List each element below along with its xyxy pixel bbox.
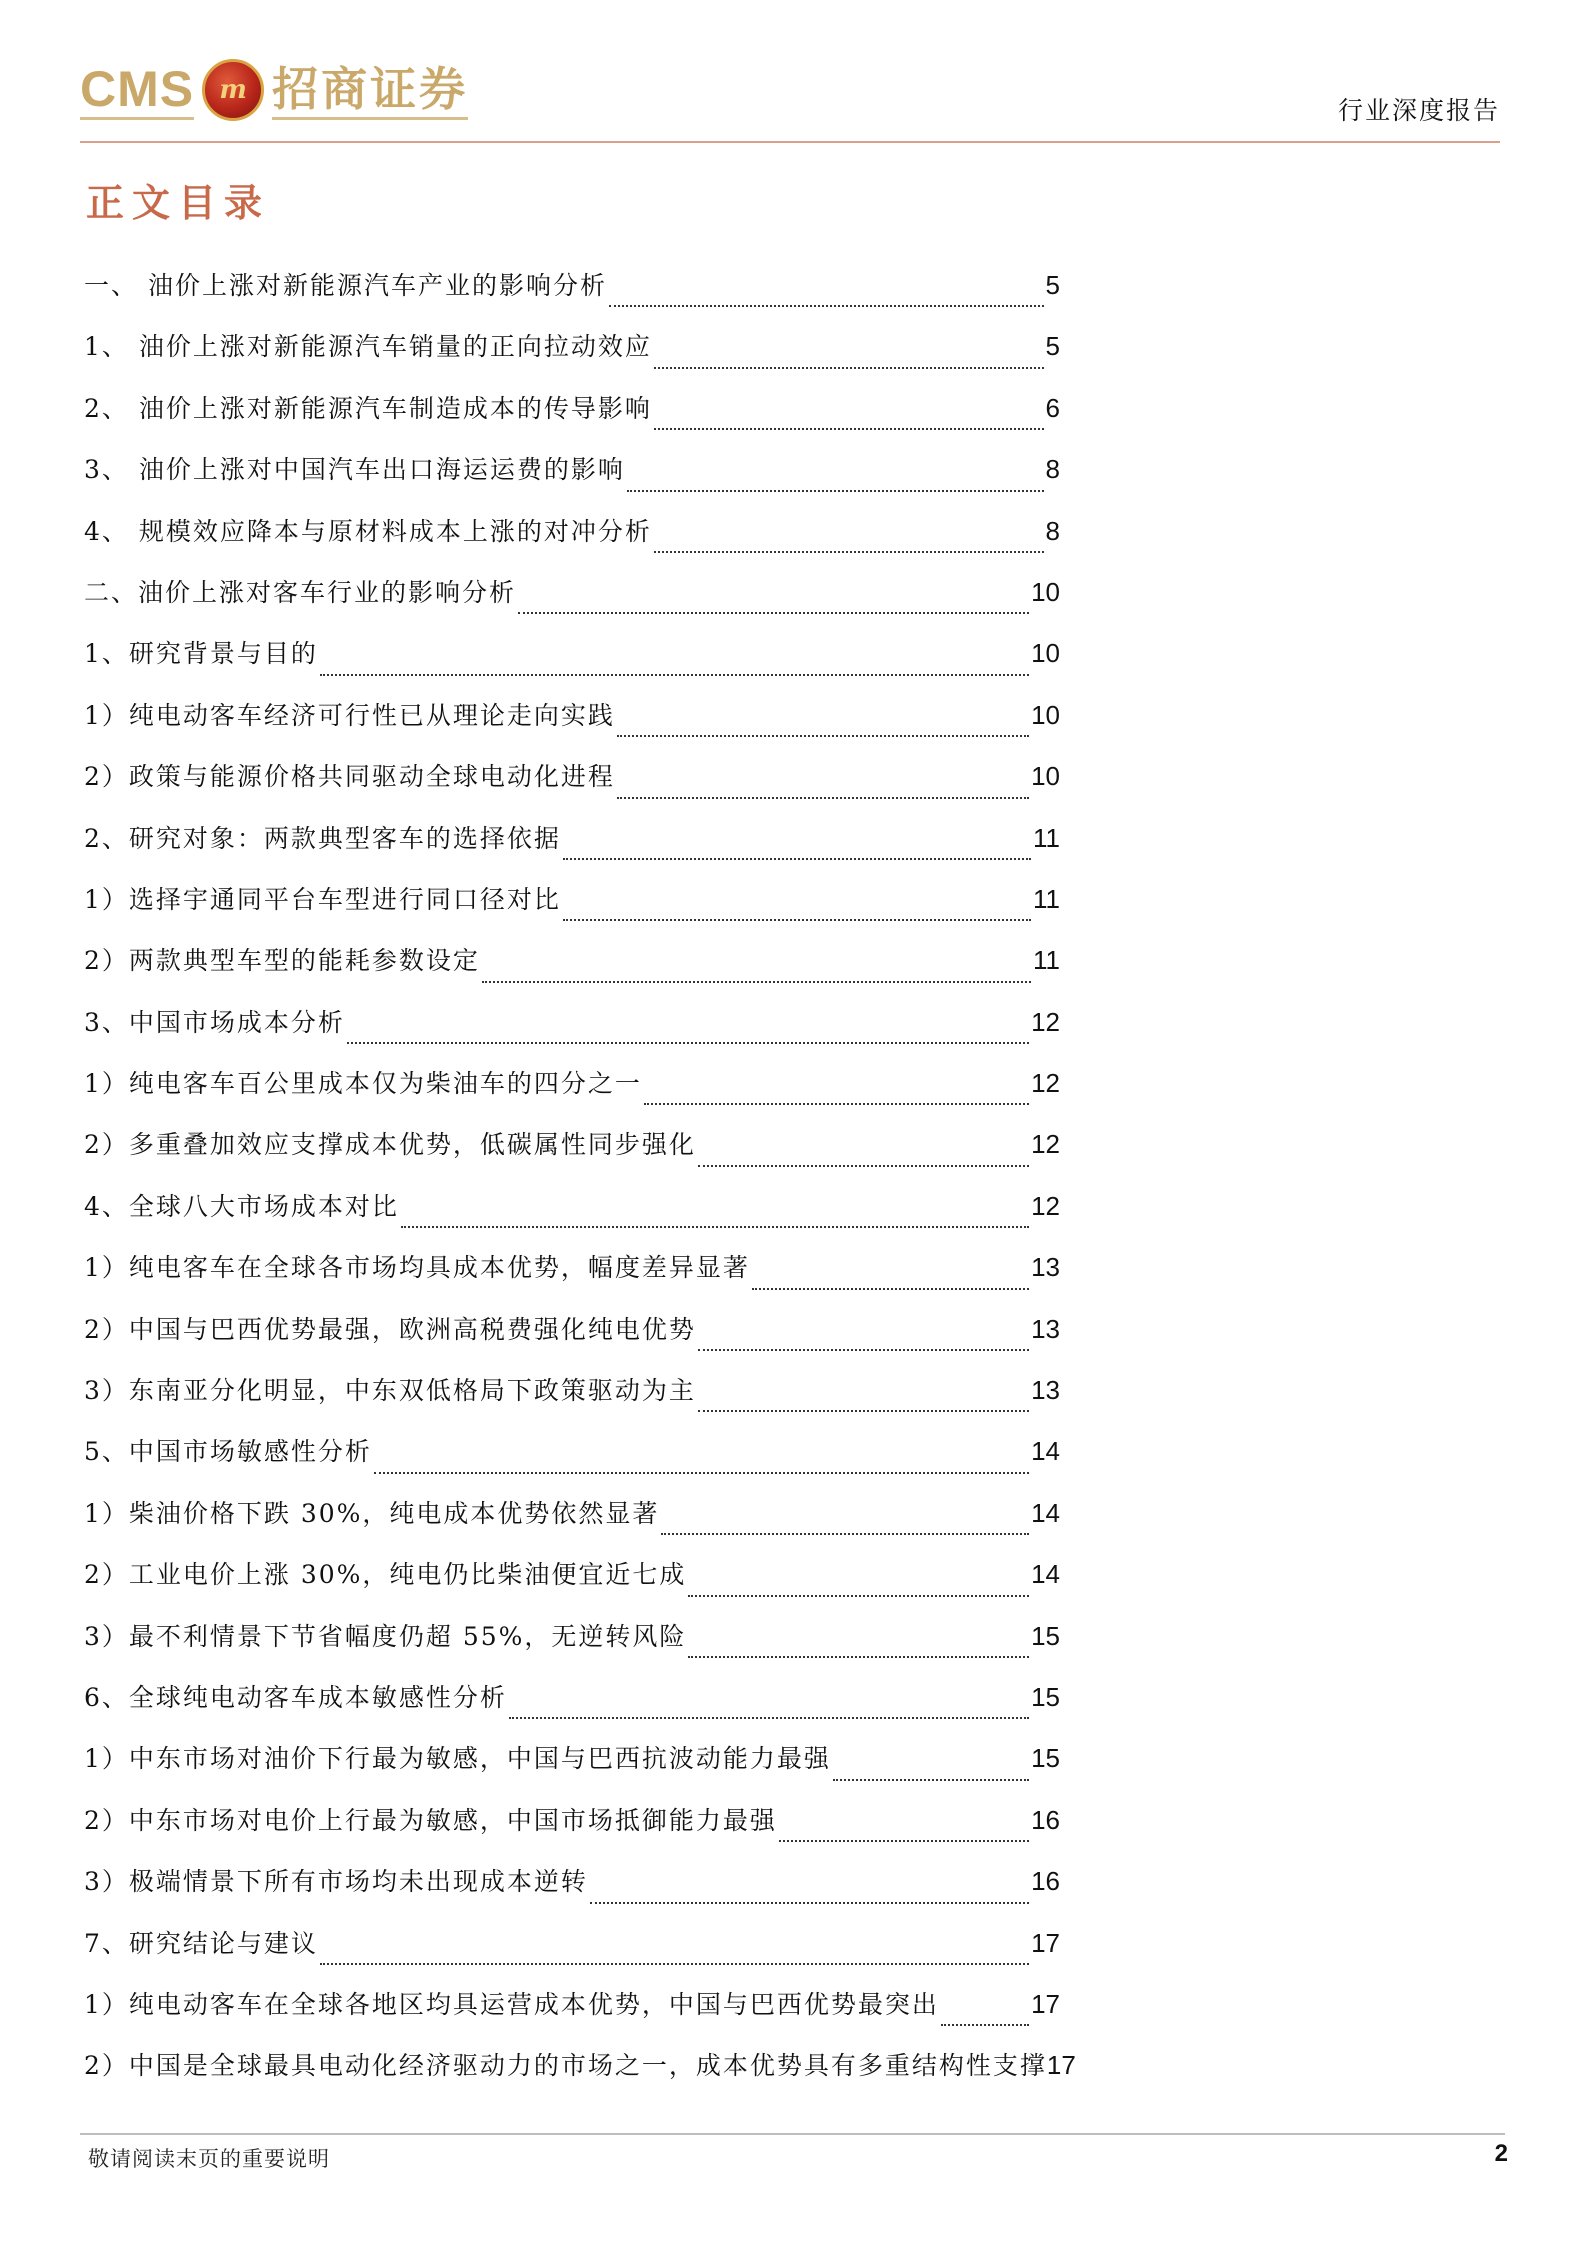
toc-entry[interactable] xyxy=(84,1003,1060,1064)
table-of-contents xyxy=(84,266,1076,2108)
toc-dot-leader xyxy=(752,1288,1029,1290)
toc-entry[interactable] xyxy=(84,450,1060,511)
toc-dot-leader xyxy=(779,1840,1029,1842)
header-divider xyxy=(80,141,1500,143)
toc-entry-page-number[interactable]: 10 xyxy=(1031,576,1060,607)
toc-entry-page-number[interactable]: 14 xyxy=(1031,1436,1060,1467)
toc-entry-label[interactable]: 3）极端情景下所有市场均未出现成本逆转 xyxy=(84,1867,588,1897)
toc-entry[interactable] xyxy=(84,1248,1060,1309)
toc-dot-leader xyxy=(563,919,1031,921)
toc-entry-label[interactable]: 2）两款典型车型的能耗参数设定 xyxy=(84,946,480,976)
toc-dot-leader xyxy=(654,551,1044,553)
toc-entry-label[interactable]: 1）中东市场对油价下行最为敏感，中国与巴西抗波动能力最强 xyxy=(84,1744,831,1774)
toc-dot-leader xyxy=(401,1226,1029,1228)
toc-dot-leader xyxy=(833,1779,1029,1781)
toc-entry-page-number[interactable]: 13 xyxy=(1031,1313,1060,1344)
toc-entry-label[interactable]: 二、油价上涨对客车行业的影响分析 xyxy=(84,577,517,607)
logo-emblem-icon: m xyxy=(202,59,264,121)
toc-dot-leader xyxy=(320,674,1029,676)
toc-dot-leader xyxy=(617,797,1029,799)
toc-entry-page-number[interactable]: 17 xyxy=(1031,1927,1060,1958)
toc-entry[interactable] xyxy=(84,634,1060,695)
toc-title: 正文目录 xyxy=(86,180,271,225)
toc-dot-leader xyxy=(374,1472,1029,1474)
toc-entry[interactable] xyxy=(84,819,1060,880)
toc-entry-page-number[interactable]: 17 xyxy=(1031,1988,1060,2019)
toc-entry-page-number[interactable]: 15 xyxy=(1031,1743,1060,1774)
toc-dot-leader xyxy=(609,305,1044,307)
toc-dot-leader xyxy=(698,1165,1029,1167)
toc-entry-label[interactable]: 2、研究对象：两款典型客车的选择依据 xyxy=(84,823,561,853)
toc-entry[interactable] xyxy=(84,2046,1076,2107)
toc-entry[interactable] xyxy=(84,1924,1060,1985)
toc-entry-page-number[interactable]: 8 xyxy=(1045,454,1060,485)
page-number: 2 xyxy=(1494,2140,1508,2167)
toc-dot-leader xyxy=(654,428,1044,430)
footer-divider xyxy=(80,2133,1505,2135)
toc-dot-leader xyxy=(482,981,1031,983)
document-type-label: 行业深度报告 xyxy=(1337,96,1500,125)
toc-entry-page-number[interactable]: 10 xyxy=(1031,761,1060,792)
toc-entry[interactable] xyxy=(84,1187,1060,1248)
toc-entry-page-number[interactable]: 5 xyxy=(1045,331,1060,362)
toc-entry-page-number[interactable]: 16 xyxy=(1031,1866,1060,1897)
toc-entry-page-number[interactable]: 16 xyxy=(1031,1804,1060,1835)
toc-entry-label[interactable]: 3、中国市场成本分析 xyxy=(84,1007,345,1037)
toc-entry[interactable] xyxy=(84,1310,1060,1371)
toc-entry-label[interactable]: 4、全球八大市场成本对比 xyxy=(84,1191,399,1221)
toc-entry-page-number[interactable]: 11 xyxy=(1033,945,1060,976)
toc-entry[interactable] xyxy=(84,880,1060,941)
toc-entry-label[interactable]: 1）纯电客车百公里成本仅为柴油车的四分之一 xyxy=(84,1069,642,1099)
toc-entry-page-number[interactable]: 17 xyxy=(1046,2050,1076,2081)
toc-entry[interactable] xyxy=(84,1494,1060,1555)
toc-entry-page-number[interactable]: 10 xyxy=(1031,638,1060,669)
toc-entry-label[interactable]: 2）工业电价上涨 30%，纯电仍比柴油便宜近七成 xyxy=(84,1560,687,1590)
toc-entry-label[interactable]: 2）政策与能源价格共同驱动全球电动化进程 xyxy=(84,762,615,792)
toc-entry-page-number[interactable]: 13 xyxy=(1031,1375,1060,1406)
cms-logo xyxy=(80,55,468,125)
toc-entry[interactable] xyxy=(84,1678,1060,1739)
toc-entry-label[interactable]: 3）最不利情景下节省幅度仍超 55%，无逆转风险 xyxy=(84,1621,687,1651)
toc-entry[interactable] xyxy=(84,757,1060,818)
toc-entry-page-number[interactable]: 5 xyxy=(1045,270,1060,300)
toc-dot-leader xyxy=(518,612,1029,614)
toc-entry-page-number[interactable]: 11 xyxy=(1033,822,1060,853)
toc-entry-page-number[interactable]: 13 xyxy=(1031,1252,1060,1283)
toc-entry[interactable] xyxy=(84,1125,1060,1186)
toc-dot-leader xyxy=(320,1963,1029,1965)
toc-dot-leader xyxy=(644,1103,1029,1105)
toc-entry-label[interactable]: 2、 油价上涨对新能源汽车制造成本的传导影响 xyxy=(84,393,652,423)
toc-entry-label[interactable]: 1、研究背景与目的 xyxy=(84,639,318,669)
toc-dot-leader xyxy=(661,1533,1029,1535)
toc-entry-label[interactable]: 1）柴油价格下跌 30%，纯电成本优势依然显著 xyxy=(84,1498,660,1528)
toc-entry-page-number[interactable]: 15 xyxy=(1031,1681,1060,1712)
toc-entry-page-number[interactable]: 14 xyxy=(1031,1559,1060,1590)
toc-dot-leader xyxy=(698,1410,1029,1412)
toc-entry-label[interactable]: 2）多重叠加效应支撑成本优势，低碳属性同步强化 xyxy=(84,1130,696,1160)
toc-dot-leader xyxy=(654,367,1044,369)
toc-entry[interactable] xyxy=(84,1862,1060,1923)
toc-entry-page-number[interactable]: 6 xyxy=(1045,392,1060,423)
toc-entry[interactable] xyxy=(84,266,1060,327)
toc-entry-page-number[interactable]: 12 xyxy=(1031,1190,1060,1221)
toc-dot-leader xyxy=(688,1656,1029,1658)
toc-entry-label[interactable]: 2）中国与巴西优势最强，欧洲高税费强化纯电优势 xyxy=(84,1314,696,1344)
page-header xyxy=(80,55,1500,145)
toc-entry[interactable] xyxy=(84,941,1060,1002)
toc-entry[interactable] xyxy=(84,1739,1060,1800)
toc-entry[interactable] xyxy=(84,1555,1060,1616)
toc-entry-label[interactable]: 一、 油价上涨对新能源汽车产业的影响分析 xyxy=(84,271,607,300)
toc-entry-label[interactable]: 1）纯电动客车在全球各地区均具运营成本优势，中国与巴西优势最突出 xyxy=(84,1989,939,2019)
toc-dot-leader xyxy=(627,490,1044,492)
toc-entry-label[interactable]: 3）东南亚分化明显，中东双低格局下政策驱动为主 xyxy=(84,1376,696,1406)
toc-entry-label[interactable]: 6、全球纯电动客车成本敏感性分析 xyxy=(84,1682,507,1712)
toc-entry-label[interactable]: 1、 油价上涨对新能源汽车销量的正向拉动效应 xyxy=(84,332,652,362)
toc-dot-leader xyxy=(347,1042,1029,1044)
logo-chinese-text: 招商证券 xyxy=(272,61,468,120)
toc-dot-leader xyxy=(688,1595,1029,1597)
toc-dot-leader xyxy=(509,1717,1029,1719)
toc-entry[interactable] xyxy=(84,1801,1060,1862)
toc-entry-page-number[interactable]: 12 xyxy=(1031,1129,1060,1160)
toc-entry[interactable] xyxy=(84,327,1060,388)
toc-entry-label[interactable]: 5、中国市场敏感性分析 xyxy=(84,1437,372,1467)
toc-entry-page-number[interactable]: 11 xyxy=(1033,883,1060,914)
toc-entry[interactable] xyxy=(84,696,1060,757)
toc-dot-leader xyxy=(590,1902,1029,1904)
toc-entry-label[interactable]: 4、 规模效应降本与原材料成本上涨的对冲分析 xyxy=(84,516,652,546)
toc-entry[interactable] xyxy=(84,573,1060,634)
toc-dot-leader xyxy=(563,858,1031,860)
toc-entry-label[interactable]: 1）纯电客车在全球各市场均具成本优势，幅度差异显著 xyxy=(84,1253,750,1283)
toc-entry-page-number[interactable]: 15 xyxy=(1031,1620,1060,1651)
toc-entry[interactable] xyxy=(84,1064,1060,1125)
toc-entry[interactable] xyxy=(84,1432,1060,1493)
toc-entry-page-number[interactable]: 8 xyxy=(1045,515,1060,546)
toc-dot-leader xyxy=(617,735,1029,737)
toc-entry-page-number[interactable]: 14 xyxy=(1031,1497,1060,1528)
toc-entry-page-number[interactable]: 12 xyxy=(1031,1006,1060,1037)
toc-entry-label[interactable]: 2）中国是全球最具电动化经济驱动力的市场之一，成本优势具有多重结构性支撑 xyxy=(84,2051,1047,2081)
toc-entry[interactable] xyxy=(84,389,1060,450)
toc-entry-label[interactable]: 2）中东市场对电价上行最为敏感，中国市场抵御能力最强 xyxy=(84,1805,777,1835)
toc-entry[interactable] xyxy=(84,1985,1060,2046)
toc-entry[interactable] xyxy=(84,1371,1060,1432)
toc-entry[interactable] xyxy=(84,1617,1060,1678)
logo-latin-text: CMS xyxy=(80,61,194,120)
toc-entry-label[interactable]: 1）纯电动客车经济可行性已从理论走向实践 xyxy=(84,700,615,730)
toc-entry-page-number[interactable]: 10 xyxy=(1031,699,1060,730)
toc-entry-label[interactable]: 7、研究结论与建议 xyxy=(84,1928,318,1958)
toc-entry-label[interactable]: 1）选择宇通同平台车型进行同口径对比 xyxy=(84,884,561,914)
toc-entry[interactable] xyxy=(84,512,1060,573)
toc-entry-page-number[interactable]: 12 xyxy=(1031,1068,1060,1099)
toc-dot-leader xyxy=(698,1349,1029,1351)
toc-dot-leader xyxy=(941,2024,1029,2026)
toc-entry-label[interactable]: 3、 油价上涨对中国汽车出口海运运费的影响 xyxy=(84,455,625,485)
footer-disclaimer-note: 敬请阅读末页的重要说明 xyxy=(88,2147,330,2171)
